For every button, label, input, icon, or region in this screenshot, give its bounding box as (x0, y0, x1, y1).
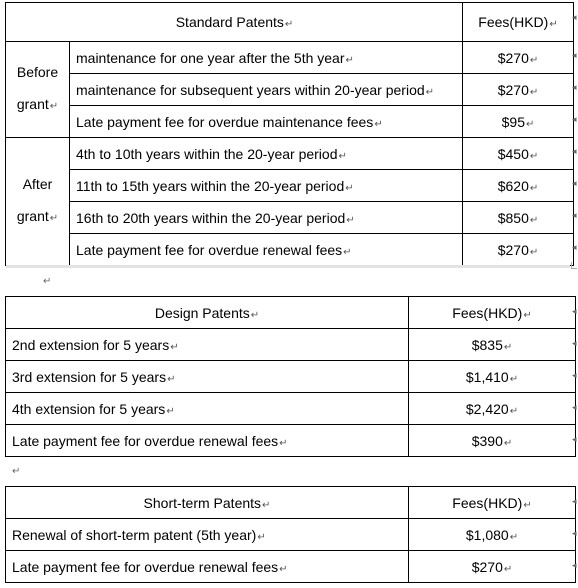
fee-header (409, 297, 576, 329)
standard-patents-title: Standard Patents (175, 14, 284, 30)
item-text: Late payment fee for overdue maintenance fees (76, 113, 374, 130)
short-term-patents-header (6, 487, 409, 519)
item-text: maintenance for subsequent years within 20-year period (76, 81, 425, 98)
cell-end-mark: ↵ (525, 118, 535, 130)
standard-item (70, 170, 464, 202)
before-grant-line2: grant (16, 96, 49, 112)
design-item (6, 393, 409, 425)
fee-value: $620 (497, 177, 529, 194)
item-text: 4th extension for 5 years (12, 400, 166, 417)
fee-value: $1,410 (465, 368, 509, 385)
fee-header-text: Fees(HKD) (452, 304, 523, 321)
table-divider (6, 265, 570, 268)
fee-value: $1,080 (465, 526, 509, 543)
fee-value: $450 (497, 145, 529, 162)
cell-end-mark: ↵ (529, 150, 539, 162)
before-grant-line2-wrap (17, 88, 58, 123)
margin-mark: ◂ (572, 338, 577, 348)
cell-end-mark: ↵ (345, 182, 354, 194)
fee-value: $270 (497, 49, 529, 66)
item-text: 3rd extension for 5 years (12, 368, 167, 385)
design-patents-title: Design Patents (154, 304, 250, 321)
cell-end-mark: ↵ (166, 405, 175, 417)
cell-end-mark: ↵ (529, 54, 539, 66)
cell-end-mark: ↵ (549, 19, 558, 30)
cell-end-mark: ↵ (503, 563, 513, 575)
cell-end-mark: ↵ (425, 86, 435, 98)
design-item (6, 361, 409, 393)
item-text: 2nd extension for 5 years (12, 336, 170, 353)
margin-mark: ◂ (572, 370, 577, 380)
fee-value: $270 (471, 558, 503, 575)
cell-end-mark: ↵ (279, 437, 288, 449)
fee-cell (409, 425, 576, 457)
standard-patents-table (5, 2, 464, 266)
short-term-item (6, 519, 409, 551)
cell-end-mark: ↵ (374, 118, 383, 130)
item-text: Late payment fee for overdue renewal fees (76, 241, 343, 258)
cell-end-mark: ↵ (509, 405, 519, 417)
cell-end-mark: ↵ (338, 150, 347, 162)
fee-header (463, 3, 574, 42)
after-grant-line2-wrap (17, 200, 58, 235)
fee-cell (463, 170, 574, 202)
short-term-patents-title: Short-term Patents (143, 494, 262, 511)
fee-cell (463, 42, 574, 74)
design-patents-table (5, 296, 576, 457)
cell-end-mark: ↵ (49, 213, 59, 224)
cell-end-mark: ↵ (509, 531, 519, 543)
paragraph-mark: ↵ (12, 466, 21, 477)
standard-item (70, 42, 464, 74)
margin-mark: ◂ (572, 210, 577, 220)
fee-cell (463, 106, 574, 138)
margin-mark: ◂ (572, 50, 577, 60)
fee-value: $850 (497, 209, 529, 226)
item-text: 4th to 10th years within the 20-year period (76, 145, 338, 162)
fee-header-text: Fees(HKD) (452, 494, 523, 511)
fee-value: $390 (471, 432, 503, 449)
fee-header (409, 487, 576, 519)
table-corner-mark (571, 262, 577, 269)
fee-value: $270 (497, 81, 529, 98)
paragraph-mark: ↵ (43, 276, 52, 287)
standard-item (70, 202, 464, 234)
design-patents-header (6, 297, 409, 329)
margin-mark: ◂ (572, 242, 577, 252)
item-text: Late payment fee for overdue renewal fees (12, 558, 279, 575)
margin-mark: ◂ (572, 146, 577, 156)
fee-value: $2,420 (465, 400, 509, 417)
cell-end-mark: ↵ (509, 373, 519, 385)
cell-end-mark: ↵ (523, 309, 532, 321)
standard-item (70, 234, 464, 266)
fee-cell (463, 234, 574, 266)
margin-mark: ◂ (572, 434, 577, 444)
margin-mark: ◂ (572, 178, 577, 188)
margin-mark: ◂ (572, 402, 577, 412)
fee-cell (409, 519, 576, 551)
margin-mark: ◂ (572, 560, 577, 570)
cell-end-mark: ↵ (262, 499, 271, 511)
before-grant-cell (6, 42, 70, 138)
after-grant-line1: After (22, 176, 53, 192)
margin-mark: ◂ (572, 12, 577, 22)
cell-end-mark: ↵ (529, 246, 539, 258)
standard-patents-fee-table (462, 2, 574, 266)
cell-end-mark: ↵ (167, 373, 176, 385)
item-text: 11th to 15th years within the 20-year period (76, 177, 345, 194)
cell-end-mark: ↵ (257, 531, 266, 543)
before-grant-line1: Before (16, 64, 59, 80)
cell-end-mark: ↵ (284, 19, 294, 30)
standard-patents-header (6, 3, 464, 42)
fee-cell (409, 329, 576, 361)
margin-mark: ◂ (572, 82, 577, 92)
margin-mark: ◂ (572, 114, 577, 124)
item-text: maintenance for one year after the 5th year (76, 49, 345, 66)
cell-end-mark: ↵ (529, 182, 539, 194)
cell-end-mark: ↵ (170, 341, 179, 353)
cell-end-mark: ↵ (279, 563, 288, 575)
item-text: Renewal of short-term patent (5th year) (12, 526, 257, 543)
standard-item (70, 74, 464, 106)
fee-value: $95 (501, 113, 525, 130)
fee-cell (409, 361, 576, 393)
short-term-patents-table (5, 486, 576, 583)
standard-item (70, 138, 464, 170)
fee-cell (463, 138, 574, 170)
cell-end-mark: ↵ (503, 437, 513, 449)
cell-end-mark: ↵ (503, 341, 513, 353)
design-item (6, 425, 409, 457)
cell-end-mark: ↵ (343, 246, 352, 258)
cell-end-mark: ↵ (250, 309, 260, 321)
cell-end-mark: ↵ (529, 86, 539, 98)
fee-cell (463, 74, 574, 106)
fee-value: $270 (497, 241, 529, 258)
item-text: 16th to 20th years within the 20-year period (76, 209, 346, 226)
fee-value: $835 (471, 336, 503, 353)
cell-end-mark: ↵ (345, 54, 354, 66)
fee-header-text: Fees(HKD) (478, 14, 549, 30)
margin-mark: ◂ (572, 528, 577, 538)
cell-end-mark: ↵ (529, 214, 539, 226)
margin-mark: ◂ (572, 496, 577, 506)
fee-cell (409, 551, 576, 583)
margin-mark: ◂ (572, 306, 577, 316)
design-item (6, 329, 409, 361)
cell-end-mark: ↵ (523, 499, 532, 511)
short-term-item (6, 551, 409, 583)
item-text: Late payment fee for overdue renewal fees (12, 432, 279, 449)
cell-end-mark: ↵ (49, 101, 59, 112)
fee-cell (463, 202, 574, 234)
standard-item (70, 106, 464, 138)
cell-end-mark: ↵ (346, 214, 355, 226)
fee-cell (409, 393, 576, 425)
after-grant-line2: grant (16, 208, 49, 224)
after-grant-cell (6, 138, 70, 266)
